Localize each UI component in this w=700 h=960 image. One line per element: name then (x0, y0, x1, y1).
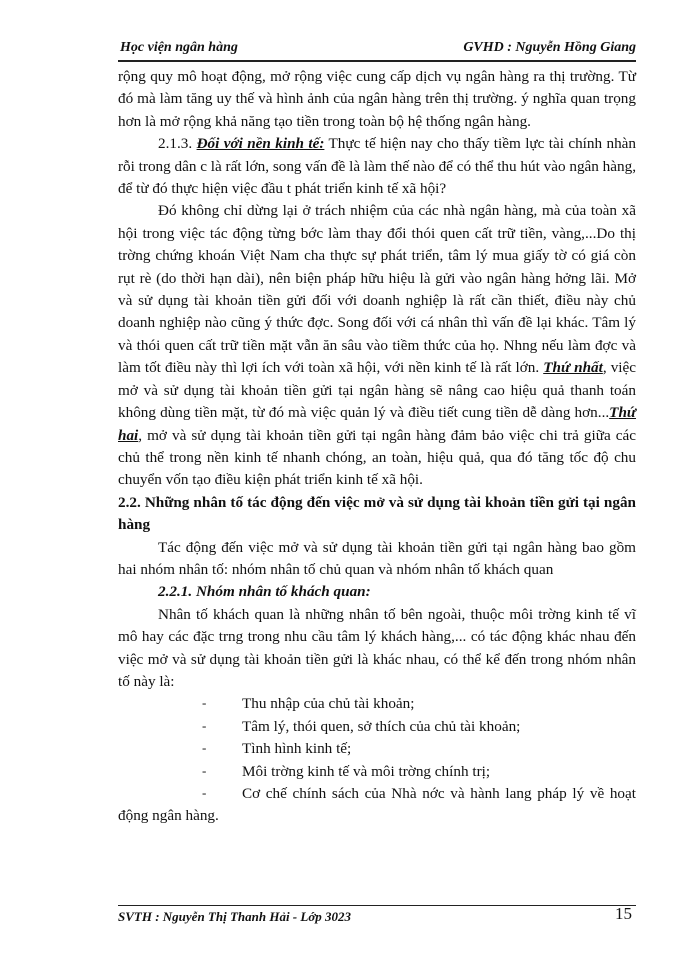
paragraph-3-part-a: Đó không chỉ dừng lại ở trách nhiệm của các nhà ngân hàng, mà của toàn xã hội trong việc tác động từng bớc làm thay đổi thói quen cất trữ tiền, vàng,...Do thị trờng chứng khoán Việt Nam cha thực sự phát triển, tâm lý mua giấy tờ có giá còn rụt rè (do thời hạn dài), nên biện pháp hữu hiệu là gửi vào ngân hàng hởng lãi. Mở và sử dụng tài khoản tiền gửi đối với doanh nghiệp là rất cần thiết, điều này chủ doanh nghiệp nào cũng ý thức đợc. Song đối với cá nhân thì vấn đề lại khác. Tâm lý và thói quen cất trữ tiền mặt vẫn ăn sâu vào tiềm thức của họ. Nhng nếu làm đợc và làm tốt điều này thì lợi ích với toàn xã hội, với nền kinh tế là rất lớn. (118, 202, 636, 377)
list-bullet: - (202, 695, 207, 711)
list-bullet: - (202, 762, 207, 778)
paragraph-3-part-b: , việc mở và sử dụng tài khoản tiền gửi tại ngân hàng sẽ nâng cao hiệu quả thanh toán không dùng tiền mặt, từ đó mà việc quản lý và điều tiết cung tiền dễ dàng hơn... (118, 359, 636, 422)
list-item (118, 738, 636, 760)
list-item-text: Cơ chế chính sách của Nhà nớc và hành lang pháp lý về hoạt động ngân hàng. (118, 785, 636, 825)
paragraph-5: Nhân tố khách quan là những nhân tố bên ngoài, thuộc môi trờng kinh tế vĩ mô hay các đặc trng trong nhu cầu tâm lý khách hàng,... có tác động khác nhau đến việc mở và sử dụng tài khoản tiền gửi là khác nhau, có thể kể đến trong nhóm nhân tố này là: (118, 605, 636, 690)
paragraph-3-part-c: , mở và sử dụng tài khoản tiền gửi tại ngân hàng đảm bảo việc chi trả giữa các chủ thể trong nền kinh tế nhanh chóng, an toàn, hiệu quả, qua đó tăng tốc độ chu chuyển vốn tạo điều kiện phát triển kinh tế xã hội. (118, 426, 636, 489)
list-item-text: Tâm lý, thói quen, sở thích của chủ tài khoản; (242, 717, 521, 735)
list-bullet: - (202, 740, 207, 756)
paragraph-3-emphasis-second: Thứ hai (118, 404, 636, 444)
paragraph-1: rộng quy mô hoạt động, mở rộng việc cung cấp dịch vụ ngân hàng ra thị trường. Từ đó mà làm tăng uy thế và hình ảnh của ngân hàng trên thị trường. ý nghĩa quan trọng hơn là mở rộng khả năng tạo tiền trong toàn bộ hệ thống ngân hàng. (118, 68, 636, 130)
paragraph-4: Tác động đến việc mở và sử dụng tài khoản tiền gửi tại ngân hàng bao gồm hai nhóm nhân tố: nhóm nhân tố chủ quan và nhóm nhân tố khách quan (118, 538, 636, 578)
header-institution: Học viện ngân hàng (120, 40, 238, 55)
list-item (118, 761, 636, 783)
page-header (118, 38, 636, 62)
list-bullet: - (202, 785, 207, 800)
paragraph-3-emphasis-first: Thứ nhất (543, 359, 603, 377)
list-item-text: Môi trờng kinh tế và môi trờng chính trị; (242, 762, 491, 780)
section-heading: 2.2. Những nhân tố tác động đến việc mở và sử dụng tài khoản tiền gửi tại ngân hàng (118, 493, 636, 534)
list-item-text: Tình hình kinh tế; (242, 740, 352, 758)
paragraph-2-title: Đối với nền kinh tế: (196, 135, 325, 153)
list-item (118, 693, 636, 715)
subsection-heading: 2.2.1. Nhóm nhân tố khách quan: (158, 583, 371, 601)
paragraph-2 (118, 133, 636, 200)
list-item (118, 716, 636, 738)
page-body (118, 66, 636, 828)
header-supervisor: GVHD : Nguyễn Hồng Giang (463, 40, 636, 55)
list-item-text: Thu nhập của chủ tài khoản; (242, 695, 415, 713)
list-bullet: - (202, 717, 207, 733)
page-footer (118, 905, 636, 928)
list-item (118, 783, 636, 828)
page-number: 15 (615, 904, 632, 923)
paragraph-2-number: 2.1.3. (158, 135, 193, 153)
paragraph-3 (118, 200, 636, 491)
paragraph-2-text: Thực tế hiện nay cho thấy tiềm lực tài chính nhàn rỗi trong dân c là rất lớn, song vấn đề là làm thế nào để có thể thu hút vào ngân hàng, để từ đó thực hiện việc đầu t phát triển kinh tế xã hội? (118, 135, 636, 198)
footer-student: SVTH : Nguyễn Thị Thanh Hải - Lớp 3023 (118, 909, 352, 924)
